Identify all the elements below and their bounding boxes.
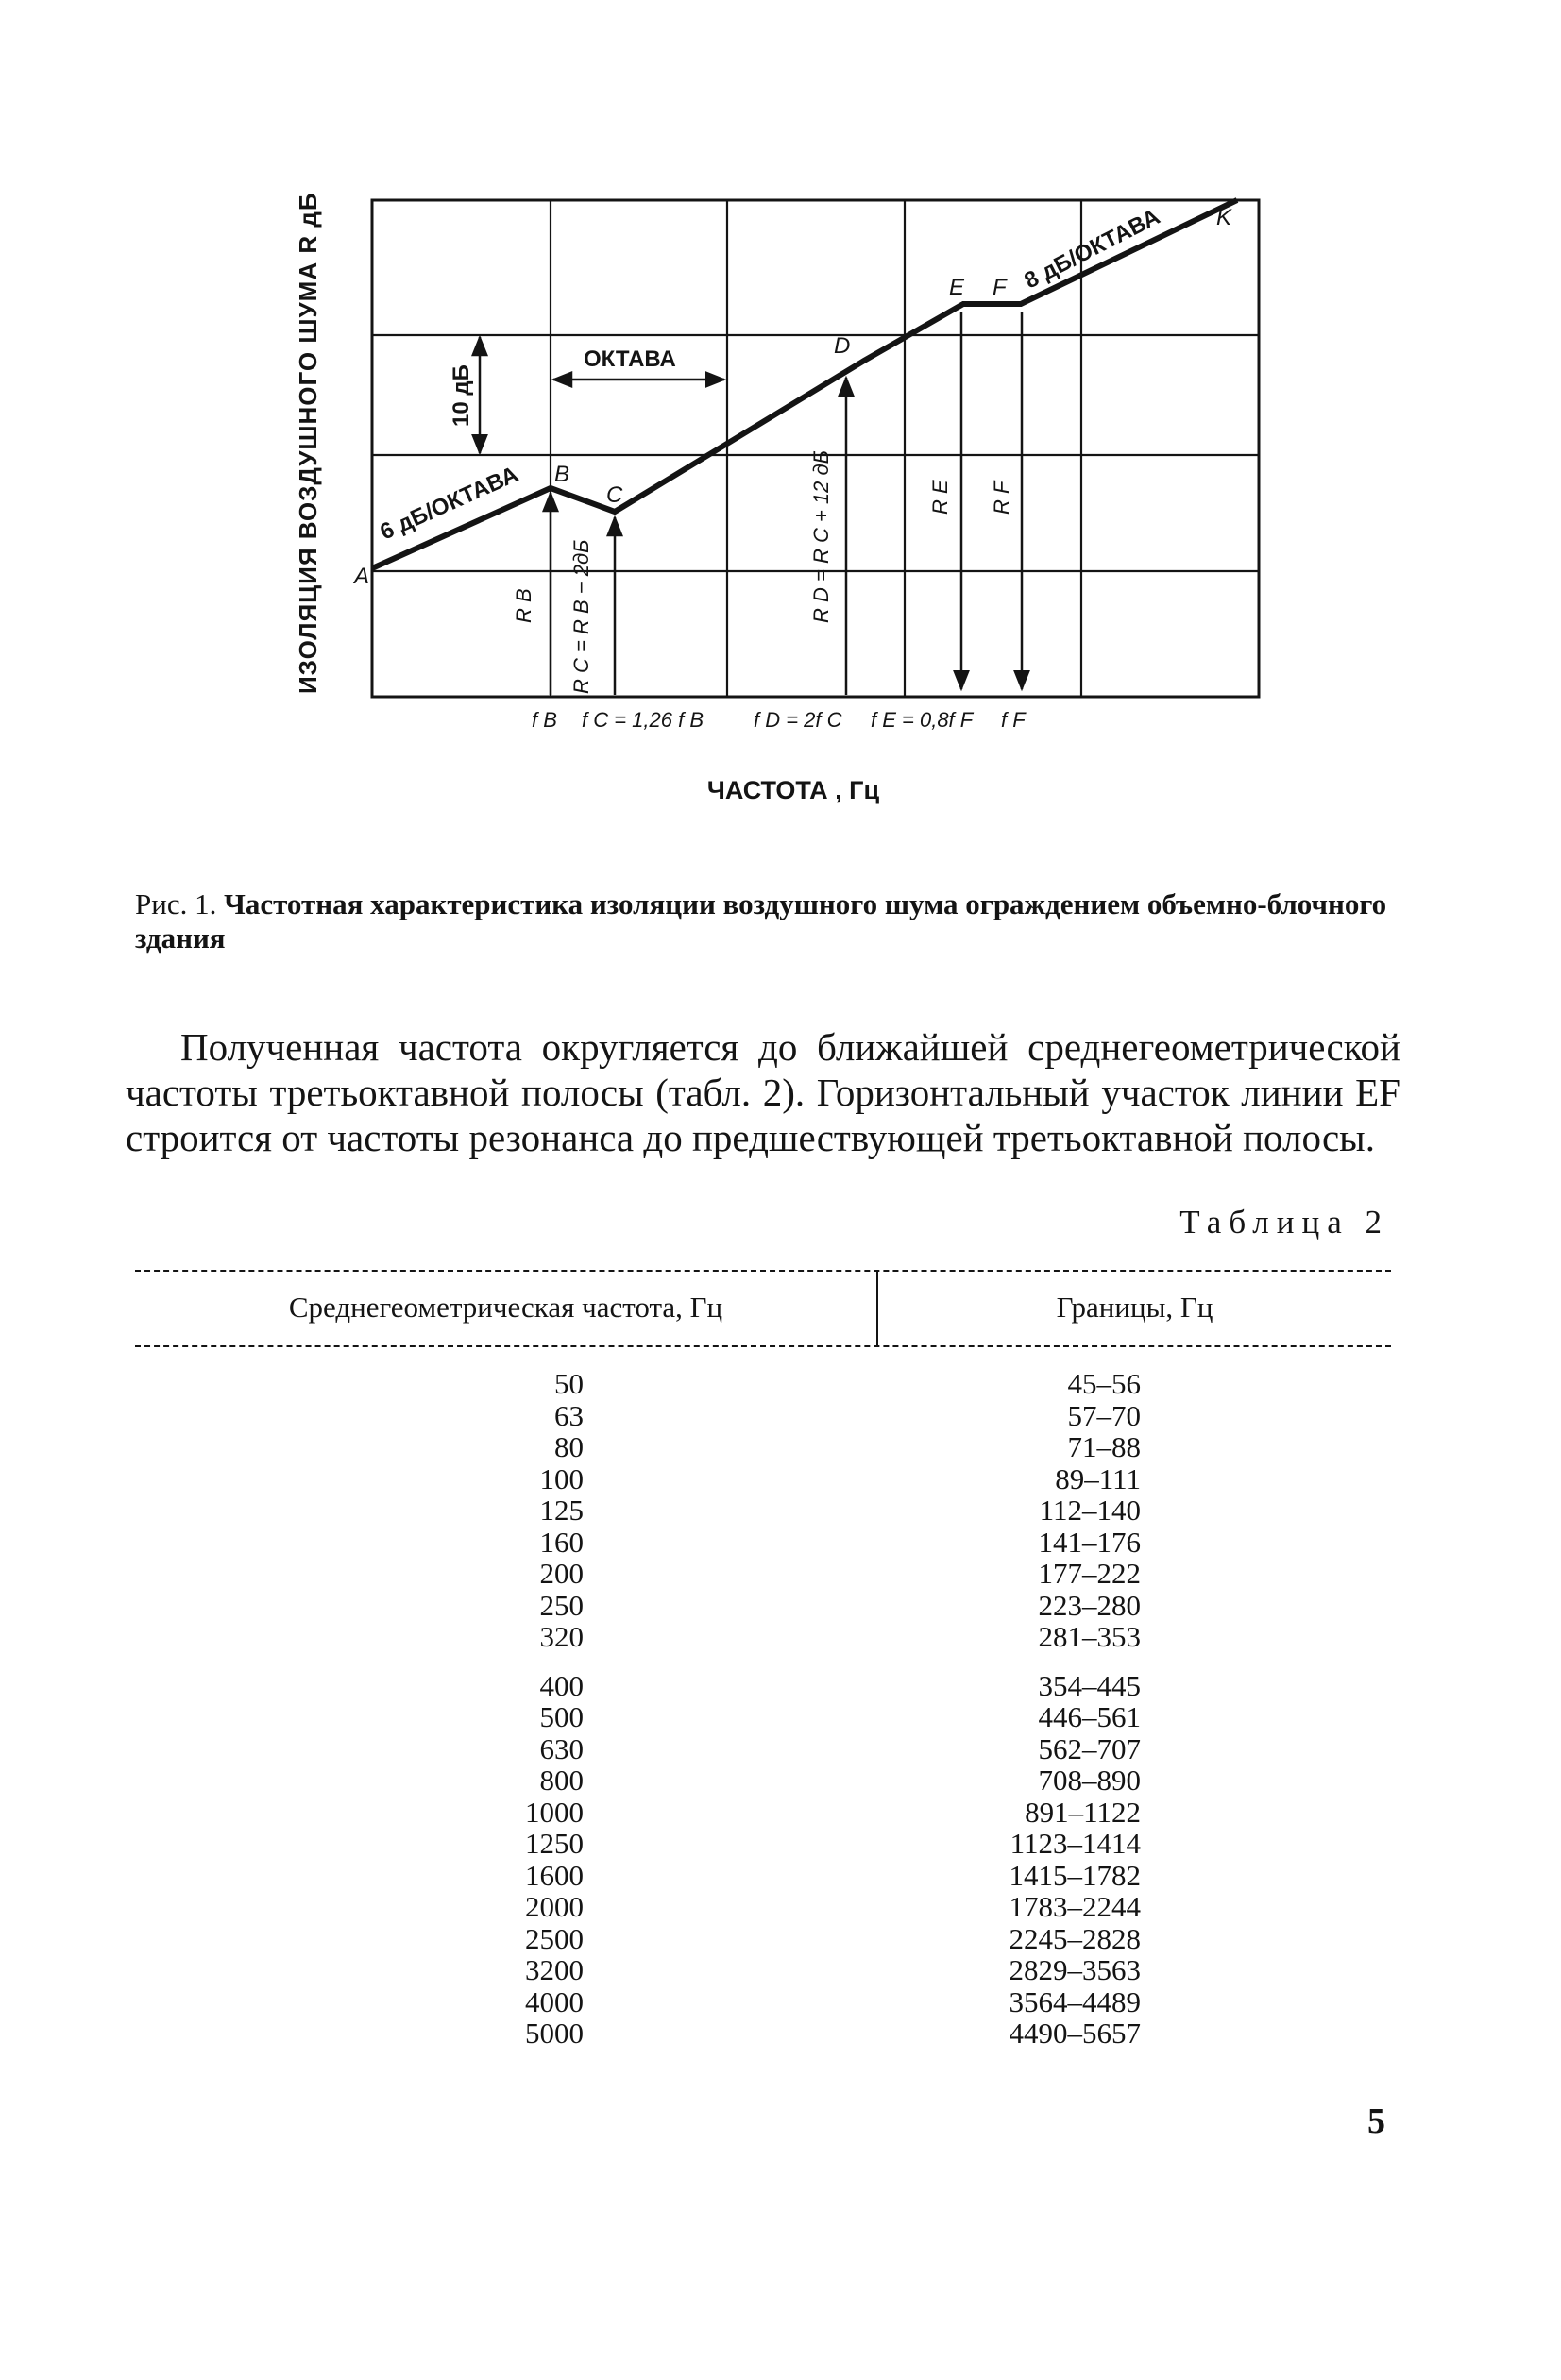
center-frequency-cell: 125 xyxy=(539,1494,584,1527)
band-limits-cell: 45–56 xyxy=(1067,1367,1141,1400)
fb-label: f B xyxy=(532,708,557,732)
center-frequency-cell: 1600 xyxy=(525,1858,584,1892)
center-frequency-cell: 50 xyxy=(554,1367,584,1400)
band-limits-cell: 89–111 xyxy=(1055,1461,1141,1495)
table-row xyxy=(135,1701,1391,1733)
re-label: R E xyxy=(928,480,952,515)
table-row xyxy=(135,1527,1391,1559)
band-limits-cell: 1783–2244 xyxy=(1009,1890,1141,1923)
table-row xyxy=(135,1891,1391,1923)
center-frequency-cell: 320 xyxy=(539,1620,584,1653)
band-limits-cell: 891–1122 xyxy=(1025,1795,1141,1829)
rd-label: R D = R C + 12 дБ xyxy=(809,450,833,623)
band-limits-cell: 281–353 xyxy=(1038,1620,1141,1653)
band-limits-cell: 177–222 xyxy=(1038,1557,1141,1590)
slope-left-label: 6 дБ/ОКТАВА xyxy=(376,461,522,546)
table-row xyxy=(135,1590,1391,1622)
slope-right-label: 8 дБ/ОКТАВА xyxy=(1020,203,1164,295)
table-row xyxy=(135,2017,1391,2050)
band-limits-cell: 1123–1414 xyxy=(1010,1827,1141,1860)
rc-label: R C = R B − 2дБ xyxy=(569,539,593,694)
ff-label: f F xyxy=(1001,708,1026,732)
table-row xyxy=(135,1860,1391,1892)
table-row xyxy=(135,1954,1391,1986)
fd-label: f D = 2f C xyxy=(754,708,842,732)
table-row xyxy=(135,1733,1391,1765)
rb-label: R B xyxy=(512,588,535,623)
point-f-label: F xyxy=(993,275,1007,300)
table-title: Таблица 2 xyxy=(1179,1204,1389,1241)
center-frequency-cell: 2500 xyxy=(525,1921,584,1955)
center-frequency-cell: 63 xyxy=(554,1398,584,1432)
table-row xyxy=(135,1764,1391,1797)
center-frequency-cell: 4000 xyxy=(525,1984,584,2018)
table-row xyxy=(135,1463,1391,1495)
caption-text: Частотная характеристика изоляции воздушного шума ограждением объемно-блочного здания xyxy=(135,887,1387,954)
caption-label: Рис. 1. xyxy=(135,887,217,920)
center-frequency-cell: 1000 xyxy=(525,1795,584,1829)
table-header-rule xyxy=(135,1345,1391,1347)
band-limits-cell: 223–280 xyxy=(1038,1588,1141,1622)
table-row xyxy=(135,1621,1391,1653)
band-limits-cell: 3564–4489 xyxy=(1009,1984,1141,2018)
band-limits-cell: 4490–5657 xyxy=(1009,2017,1141,2050)
band-limits-cell: 57–70 xyxy=(1067,1398,1141,1432)
center-frequency-cell: 800 xyxy=(539,1764,584,1797)
frequency-response-figure xyxy=(283,179,1322,840)
band-limits-cell: 1415–1782 xyxy=(1009,1858,1141,1892)
point-e-label: E xyxy=(949,275,965,300)
center-frequency-cell: 400 xyxy=(539,1668,584,1702)
x-axis-title: ЧАСТОТА , Гц xyxy=(706,776,880,804)
table-body xyxy=(135,1368,1391,2050)
table-row xyxy=(135,1797,1391,1829)
rf-label: R F xyxy=(990,481,1013,515)
table-header xyxy=(135,1272,1391,1345)
table-row xyxy=(135,1431,1391,1463)
center-frequency-cell: 630 xyxy=(539,1731,584,1765)
band-limits-cell: 112–140 xyxy=(1039,1494,1141,1527)
octave-label: ОКТАВА xyxy=(584,346,676,372)
center-frequency-cell: 2000 xyxy=(525,1890,584,1923)
fe-label: f E = 0,8f F xyxy=(871,708,974,732)
point-k-label: K xyxy=(1216,205,1232,230)
center-frequency-cell: 250 xyxy=(539,1588,584,1622)
header-band-limits: Границы, Гц xyxy=(1056,1291,1213,1324)
point-c-label: C xyxy=(606,482,623,508)
figure-caption xyxy=(135,887,1400,955)
center-frequency-cell: 160 xyxy=(539,1525,584,1559)
center-frequency-cell: 500 xyxy=(539,1700,584,1733)
table-row xyxy=(135,1368,1391,1400)
table-row xyxy=(135,1558,1391,1590)
table-row xyxy=(135,1494,1391,1527)
center-frequency-cell: 3200 xyxy=(525,1953,584,1986)
point-b-label: B xyxy=(554,462,570,487)
table-row xyxy=(135,1828,1391,1860)
band-limits-cell: 2245–2828 xyxy=(1009,1921,1141,1955)
point-a-label: A xyxy=(354,564,370,589)
body-paragraph xyxy=(126,1024,1400,1160)
header-center-frequency: Среднегеометрическая частота, Гц xyxy=(288,1291,723,1324)
band-limits-cell: 446–561 xyxy=(1038,1700,1141,1733)
db-step-label: 10 дБ xyxy=(449,364,474,427)
band-limits-cell: 2829–3563 xyxy=(1009,1953,1141,1986)
band-limits-cell: 141–176 xyxy=(1038,1525,1141,1559)
y-axis-title: ИЗОЛЯЦИЯ ВОЗДУШНОГО ШУМА R дБ xyxy=(294,192,322,694)
frequency-table xyxy=(135,1270,1391,2050)
center-frequency-cell: 100 xyxy=(539,1461,584,1495)
band-limits-cell: 708–890 xyxy=(1038,1764,1141,1797)
band-limits-cell: 71–88 xyxy=(1067,1430,1141,1463)
page-number: 5 xyxy=(1367,2101,1385,2141)
point-d-label: D xyxy=(834,333,851,359)
table-row xyxy=(135,1400,1391,1432)
table-row xyxy=(135,1986,1391,2018)
fc-label: f C = 1,26 f B xyxy=(582,708,704,732)
table-row xyxy=(135,1670,1391,1702)
center-frequency-cell: 80 xyxy=(554,1430,584,1463)
center-frequency-cell: 5000 xyxy=(525,2017,584,2050)
band-limits-cell: 562–707 xyxy=(1038,1731,1141,1765)
table-row xyxy=(135,1923,1391,1955)
center-frequency-cell: 1250 xyxy=(525,1827,584,1860)
paragraph-text: Полученная частота округляется до ближайшей среднегеометрической частоты третьоктавной полосы (табл. 2). Горизонтальный участок линии EF строится от частоты резонанса до предшествующей третьоктавной полосы. xyxy=(126,1025,1400,1159)
band-limits-cell: 354–445 xyxy=(1038,1668,1141,1702)
center-frequency-cell: 200 xyxy=(539,1557,584,1590)
